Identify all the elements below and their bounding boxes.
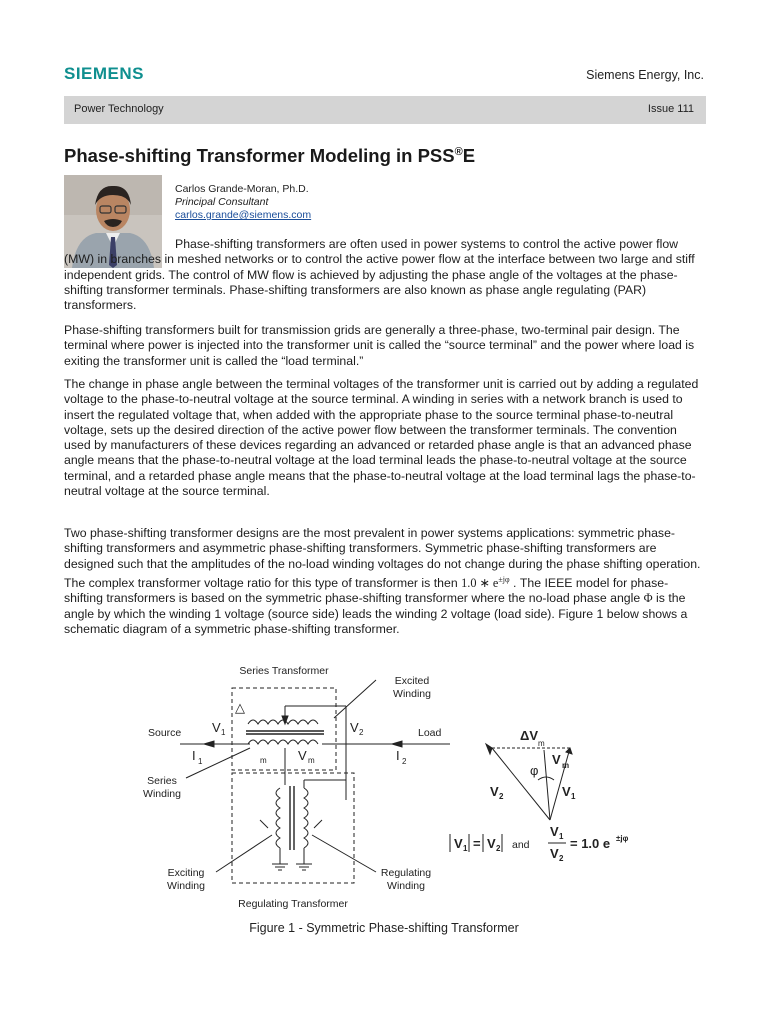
voltage-ratio-formula: [461, 576, 510, 590]
regulating-transformer-box: [232, 773, 354, 883]
label-m-coil: m: [260, 756, 267, 765]
author-name: Carlos Grande-Moran, Ph.D.: [175, 183, 309, 195]
label-regulating-transformer: Regulating Transformer: [238, 898, 348, 910]
eq-num: V: [550, 824, 559, 839]
eq-v1-sub: 1: [463, 844, 468, 853]
eq-den: V: [550, 846, 559, 861]
label-excited-winding: Winding: [393, 688, 431, 700]
siemens-logo: SIEMENS: [64, 64, 145, 83]
phasor-v2: [492, 748, 550, 820]
label-exciting: Exciting: [167, 867, 205, 879]
eq-v2-sub: 2: [496, 844, 501, 853]
label-i2: I: [396, 748, 400, 763]
paragraph-4: [64, 526, 706, 637]
label-excited: Excited: [394, 675, 430, 687]
excited-coil: [248, 720, 318, 724]
eq-equals: =: [473, 836, 481, 851]
series-coil: [248, 740, 318, 744]
label-phasor-v2: V: [490, 784, 499, 799]
figure-1-schematic: [100, 660, 660, 920]
label-regulating-winding: Winding: [387, 880, 425, 892]
paragraph-4-tail-a: . The IEEE model for phase-shifting transformers is based on the symmetric phase-shifting transformer where the no-load phase angle: [64, 575, 669, 606]
series-transformer-box: [232, 688, 336, 770]
paragraph-3: The change in phase angle between the terminal voltages of the transformer unit is carried out by adding a regulated voltage to the phase-to-neutral voltage at the source terminal. A winding in series with a network branch is used to insert the regulated voltage that, when added with the appropriate phase to the source terminal phase-to-neutral voltage, sets up the desired direction of the active power flow between the transformer terminals. The convention used by manufacturers of these devices regarding an advanced or retarded phase angle is that an advanced phase angle means that the phase-to-neutral voltage at the load terminal leads the phase-to-neutral voltage at the source terminal, and a retarded phase angle means that the phase-to-neutral voltage at the load terminal lags the phase-to-neutral voltage at the source terminal.: [64, 377, 699, 499]
section-label: Power Technology: [74, 103, 164, 115]
label-i2-sub: 2: [402, 757, 407, 766]
label-exciting-winding: Winding: [167, 880, 205, 892]
label-v2-sub: 2: [359, 728, 364, 737]
regulating-coil: [304, 788, 308, 848]
paragraph-1: Phase-shifting transformers are often used in power systems to control the active power flow (MW) in branches in meshed networks or to control the active power flow at the interface between two large and stiff independent grids. The control of MW flow is achieved by adjusting the phase angle of the voltages at the phase-shifting transformer terminals. Phase-shifting transformers are also known as phase angle regulating (PAR) transformers.: [64, 237, 695, 313]
label-i1: I: [192, 748, 196, 763]
formula-exponent: ±jφ: [498, 574, 510, 584]
eq-and: and: [512, 839, 530, 851]
label-regulating: Regulating: [380, 867, 432, 879]
eq-v1: V: [454, 836, 463, 851]
author-email-link[interactable]: carlos.grande@siemens.com: [175, 209, 312, 221]
label-i1-sub: 1: [198, 757, 203, 766]
eq-v2: V: [487, 836, 496, 851]
label-source: Source: [148, 727, 182, 739]
label-series-transformer: Series Transformer: [239, 665, 329, 677]
label-v1: V: [212, 720, 221, 735]
label-phi: φ: [530, 763, 539, 778]
label-dv: ΔV: [520, 728, 539, 743]
figure-caption: Figure 1 - Symmetric Phase-shifting Transformer: [249, 921, 519, 935]
label-vm-sub: m: [308, 756, 315, 765]
author-role: Principal Consultant: [175, 196, 269, 208]
company-name: Siemens Energy, Inc.: [586, 68, 704, 82]
label-phasor-vm: V: [552, 752, 561, 767]
header-band: [64, 96, 706, 124]
label-load: Load: [418, 727, 442, 739]
phi-symbol: Φ: [643, 591, 653, 606]
label-delta: △: [235, 700, 245, 715]
title-text: Phase-shifting Transformer Modeling in PSS: [64, 145, 455, 166]
paragraph-4-text: Two phase-shifting transformer designs are the most prevalent in power systems applications: symmetric phase-shifting transformers and asymmetric phase-shifting transformers. Symmetric phase-shifting transformers are designed such that the amplitudes of the no-load winding voltages do not change during the phase shifting operation. The complex transformer voltage ratio for this type of transformer is then: [64, 526, 701, 590]
eq-rhs-exp: ±jφ: [616, 834, 629, 843]
label-v2: V: [350, 720, 359, 735]
label-phasor-v1-sub: 1: [571, 792, 576, 801]
arrow-load: [392, 741, 402, 747]
article-title: [64, 145, 475, 167]
label-series: Series: [147, 775, 177, 787]
paragraph-2: Phase-shifting transformers built for transmission grids are generally a three-phase, two-terminal pair design. The terminal where power is injected into the transformer unit is called the “source terminal” and the power where load is exiting the transformer unit is called the “load terminal.”: [64, 323, 695, 368]
label-phasor-vm-sub: m: [562, 761, 570, 770]
label-dv-sub: m: [538, 739, 545, 748]
title-suffix: E: [462, 145, 476, 166]
phasor-vm: [544, 750, 550, 820]
arrow-source: [204, 741, 214, 747]
title-registered-mark: ®: [454, 145, 463, 158]
label-series-winding: Winding: [143, 788, 181, 800]
eq-den-sub: 2: [559, 854, 564, 863]
formula-base: 1.0 ∗ e: [461, 575, 499, 590]
label-phasor-v2-sub: 2: [499, 792, 504, 801]
author-block: [175, 183, 311, 222]
eq-rhs: = 1.0 e: [570, 836, 611, 851]
paragraph-4-tail-b: is the angle by which the winding 1 voltage (source side) leads the winding 2 voltage (load side). Figure 1 below shows a schematic diagram of a symmetric phase-shifting transformer.: [64, 591, 688, 636]
eq-num-sub: 1: [559, 832, 564, 841]
label-phasor-v1: V: [562, 784, 571, 799]
exciting-coil: [276, 788, 280, 848]
issue-label: Issue 111: [647, 103, 694, 115]
label-vm: V: [298, 748, 307, 763]
label-v1-sub: 1: [221, 728, 226, 737]
